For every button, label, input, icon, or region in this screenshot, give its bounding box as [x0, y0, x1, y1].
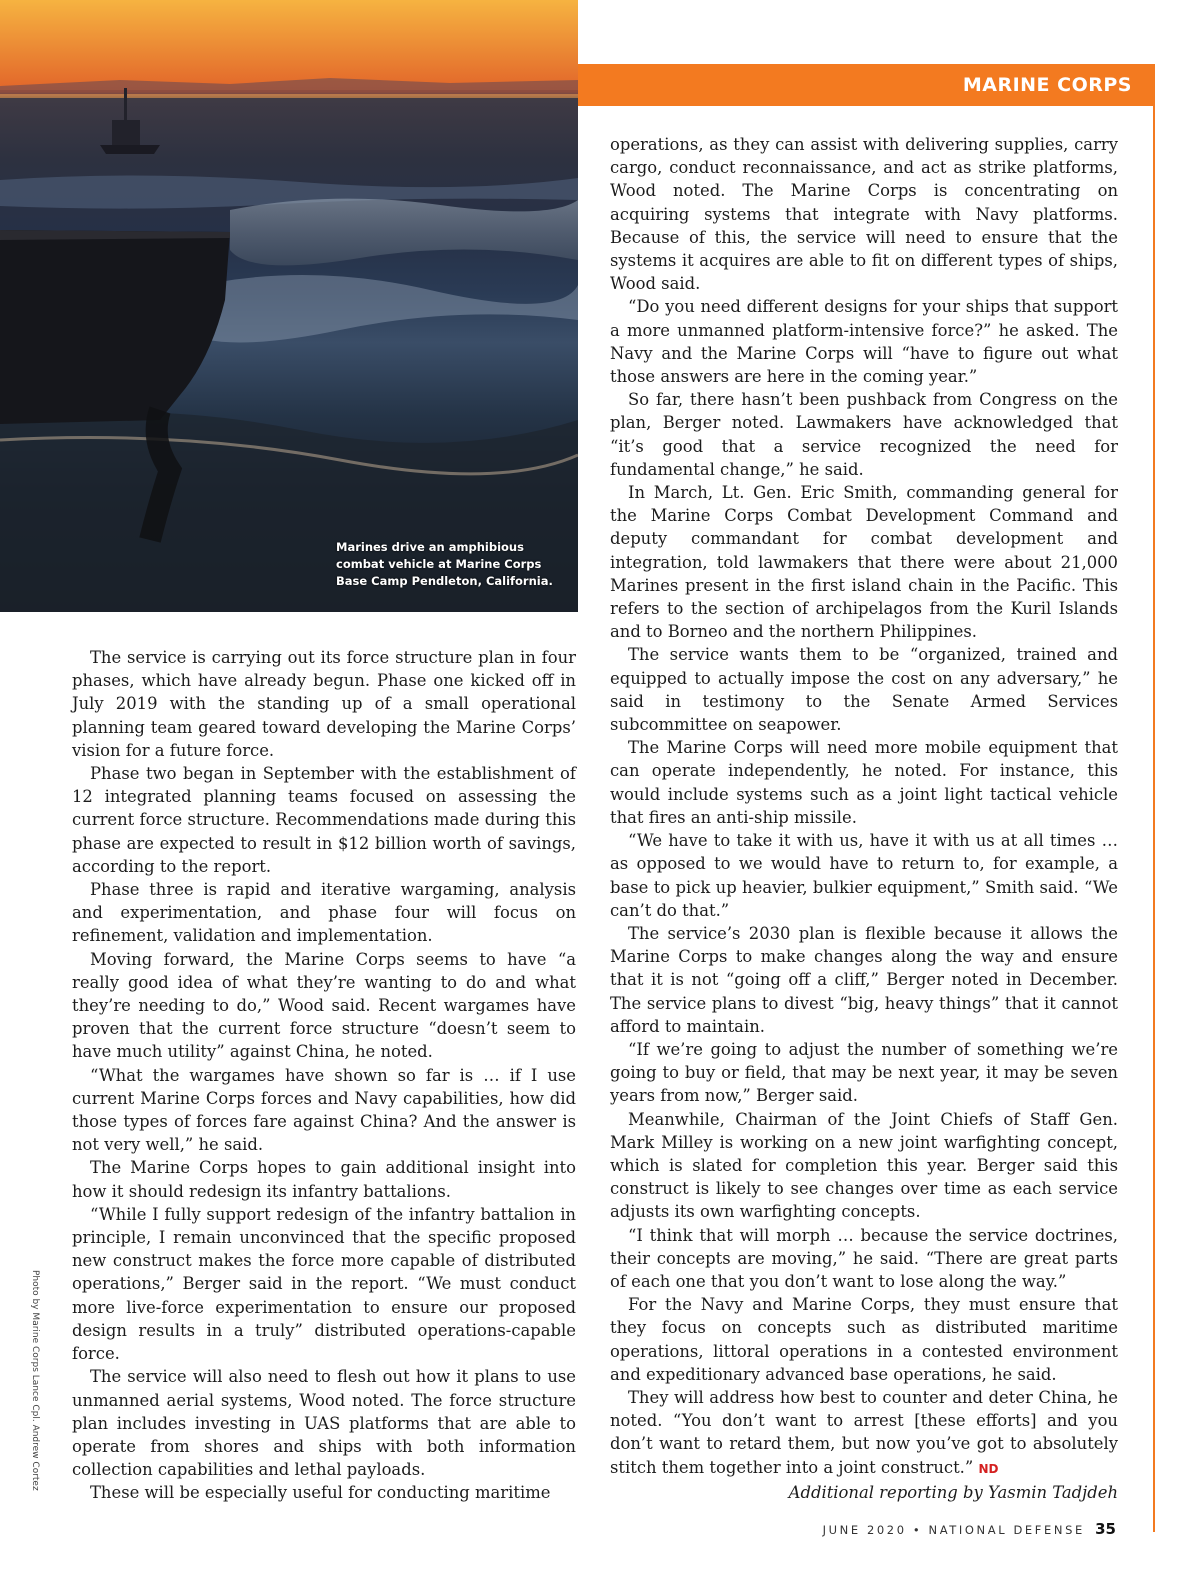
paragraph: operations, as they can assist with delivering supplies, carry cargo, conduct reconnaissance, and act as strike platforms, Wood noted. The Marine Corps is concentrating on acquiring systems that integrate with Navy platforms. Because of this, the service will need to ensure that the systems it acquires are able to fit on different types of ships, Wood said. [610, 135, 1118, 294]
paragraph: The service is carrying out its force structure plan in four phases, which have already begun. Phase one kicked off in July 2019 with the standing up of a small operational planning team geared toward developing the Marine Corps’ vision for a future force. [72, 648, 576, 760]
byline: Additional reporting by Yasmin Tadjdeh [788, 1482, 1118, 1502]
page-footer [823, 1520, 1116, 1538]
paragraph: The service’s 2030 plan is flexible because it allows the Marine Corps to make changes along the way and ensure that it is not “going off a cliff,” Berger noted in December. The service plans to divest “big, heavy things” that it cannot afford to maintain. [610, 923, 1118, 1036]
left-column [72, 646, 576, 1505]
paragraph: So far, there hasn’t been pushback from Congress on the plan, Berger noted. Lawmakers have acknowledged that “it’s good that a service recognized the need for fundamental change,” he said. [610, 390, 1118, 479]
paragraph: “While I fully support redesign of the infantry battalion in principle, I remain unconvinced that the specific proposed new construct makes the force more capable of distributed operations,” Berger said in the report. “We must conduct more live-force experimentation to ensure our proposed design results in a truly” distributed operations-capable force. [72, 1204, 576, 1364]
paragraph: Phase three is rapid and iterative wargaming, analysis and experimentation, and phase four will focus on refinement, validation and implementation. [72, 880, 576, 946]
section-label: MARINE CORPS [962, 74, 1132, 96]
orange-vertical-rule [1153, 64, 1155, 1532]
photo-caption: Marines drive an amphibious combat vehicle at Marine Corps Base Camp Pendleton, California. [336, 540, 553, 588]
issue-label: JUNE 2020 • NATIONAL DEFENSE [822, 1523, 1085, 1537]
paragraph: In March, Lt. Gen. Eric Smith, commanding general for the Marine Corps Combat Development Command and deputy commandant for combat development and integration, told lawmakers that there were about 21,000 Marines present in the first island chain in the Pacific. This refers to the section of archipelagos from the Kuril Islands and to Borneo and the northern Philippines. [610, 483, 1118, 642]
section-banner [578, 64, 1154, 106]
paragraph: For the Navy and Marine Corps, they must ensure that they focus on concepts such as distributed maritime operations, littoral operations in a contested environment and expeditionary advanced base operations, he said. [610, 1295, 1118, 1384]
page-number: 35 [1095, 1520, 1116, 1538]
paragraph-text: They will address how best to counter and deter China, he noted. “You don’t want to arrest [these efforts] and you don’t want to retard them, but now you’ve got to absolutely stitch them together into a joint construct.” [610, 1387, 1118, 1477]
paragraph: “We have to take it with us, have it with us at all times … as opposed to we would have to return to, for example, a base to pick up heavier, bulkier equipment,” Smith said. “We can’t do that.” [610, 831, 1118, 920]
paragraph: The Marine Corps hopes to gain additional insight into how it should redesign its infantry battalions. [72, 1158, 576, 1201]
final-paragraph [610, 1386, 1118, 1481]
paragraph: These will be especially useful for conducting maritime [90, 1483, 551, 1503]
end-mark: ND [978, 1461, 999, 1476]
paragraph: Phase two began in September with the establishment of 12 integrated planning teams focused on assessing the current force structure. Recommendations made during this phase are expected to result in $12 billion worth of savings, according to the report. [72, 764, 576, 876]
paragraph: “I think that will morph … because the service doctrines, their concepts are moving,” he said. “There are great parts of each one that you don’t want to lose along the way.” [610, 1225, 1118, 1291]
sunset-beach-scene [0, 0, 578, 612]
paragraph: The Marine Corps will need more mobile equipment that can operate independently, he noted. For instance, this would include systems such as a joint light tactical vehicle that fires an anti-ship missile. [610, 738, 1118, 827]
paragraph: The service will also need to flesh out how it plans to use unmanned aerial systems, Wood noted. The force structure plan includes investing in UAS platforms that are able to operate from shores and ships with both information collection capabilities and lethal payloads. [72, 1367, 576, 1480]
paragraph: Moving forward, the Marine Corps seems to have “a really good idea of what they’re wanting to do and what they’re needing to do,” Wood said. Recent wargames have proven that the current force structure “doesn’t seem to have much utility” against China, he noted. [72, 949, 576, 1062]
hero-photo [0, 0, 578, 612]
paragraph: “If we’re going to adjust the number of something we’re going to buy or field, that may be next year, it may be seven years from now,” Berger said. [610, 1039, 1118, 1106]
paragraph: “Do you need different designs for your ships that support a more unmanned platform-intensive force?” he asked. The Navy and the Marine Corps will “have to figure out what those answers are here in the coming year.” [610, 297, 1118, 387]
paragraph: “What the wargames have shown so far is … if I use current Marine Corps forces and Navy capabilities, how did those types of forces fare against China? And the answer is not very well,” he said. [72, 1065, 576, 1155]
photo-credit: Photo by Marine Corps Lance Cpl. Andrew Cortez [30, 1270, 40, 1491]
right-column [610, 133, 1118, 1504]
paragraph: The service wants them to be “organized, trained and equipped to actually impose the cost on any adversary,” he said in testimony to the Senate Armed Services subcommittee on seapower. [610, 645, 1118, 735]
paragraph: Meanwhile, Chairman of the Joint Chiefs of Staff Gen. Mark Milley is working on a new joint warfighting concept, which is slated for completion this year. Berger said this construct is likely to see changes over time as each service adjusts its own warfighting concepts. [610, 1109, 1118, 1222]
